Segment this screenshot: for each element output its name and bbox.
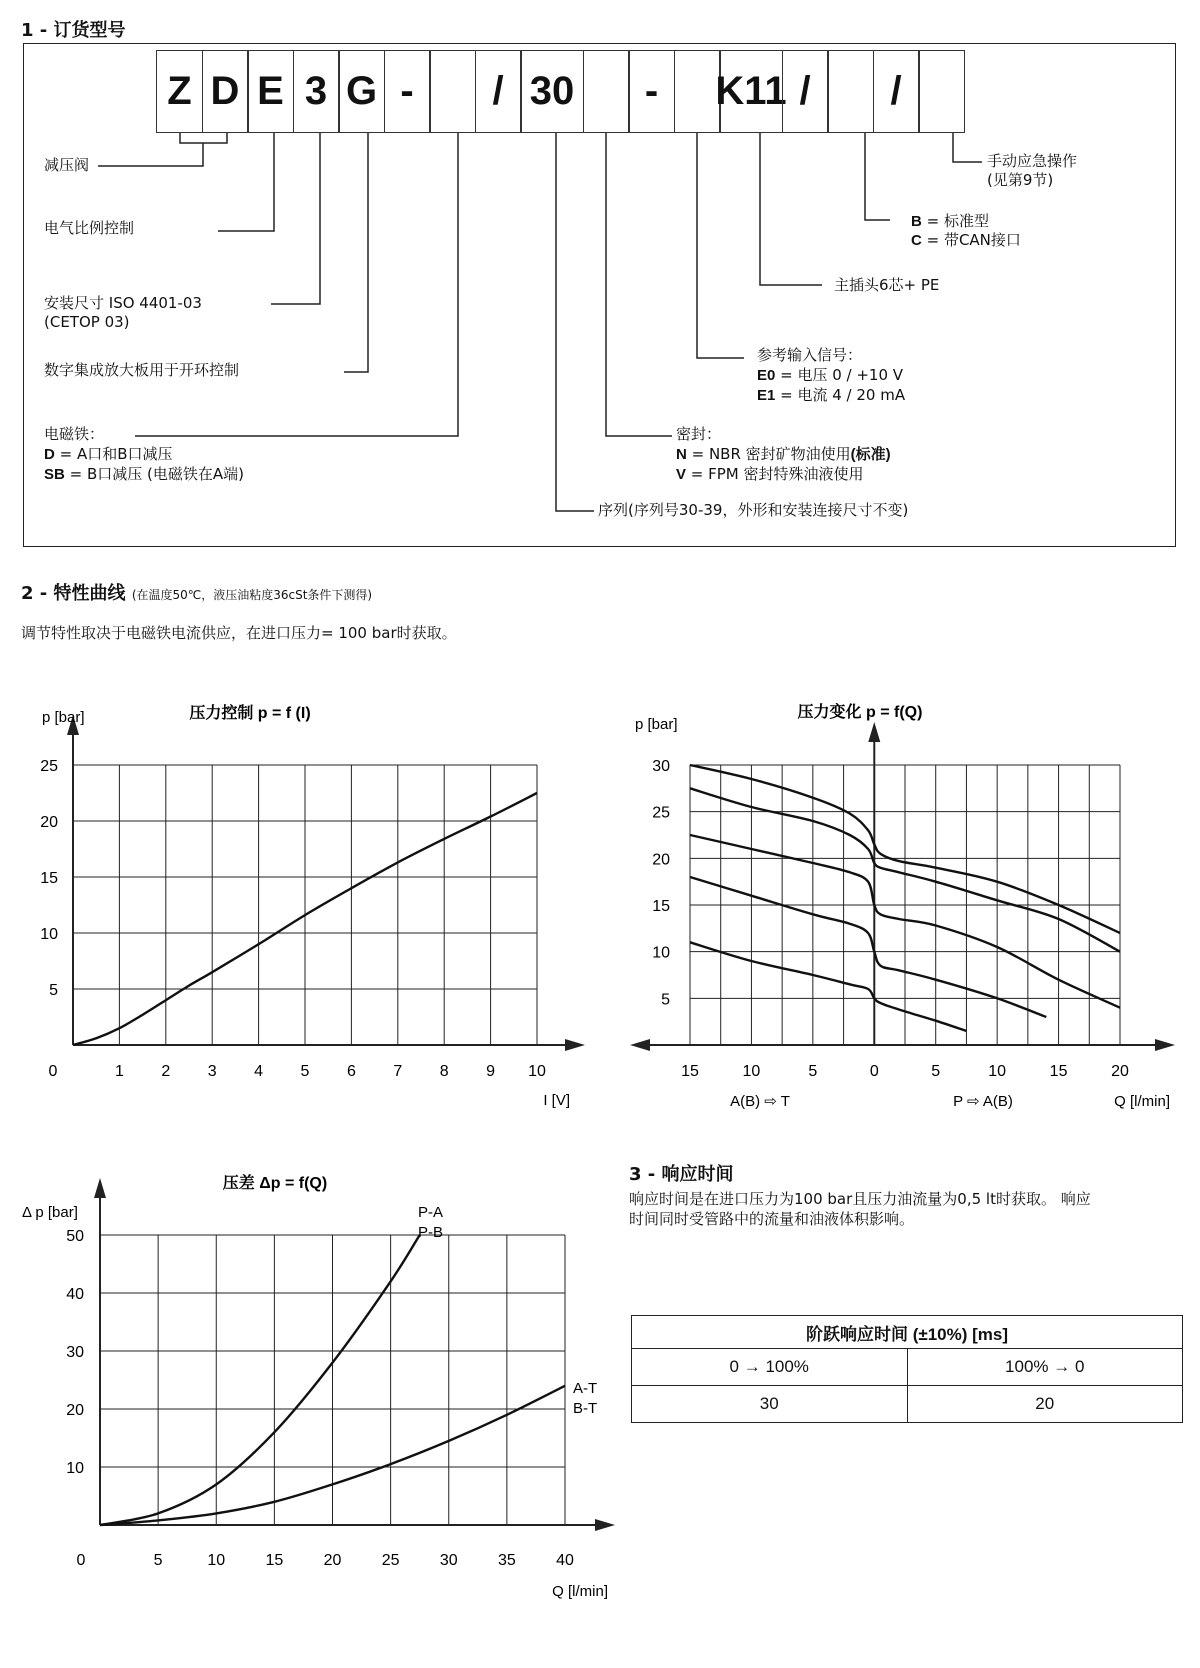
table-col-0-100: 0 → 100% <box>632 1349 908 1386</box>
y-tick-label: 25 <box>40 758 58 775</box>
x-axis-label: Q [l/min] <box>552 1583 608 1600</box>
y-tick-label: 20 <box>40 814 58 831</box>
y-tick-label: 10 <box>66 1460 84 1477</box>
section3-text-2: 时间同时受管路中的流量和油液体积影响。 <box>629 1210 915 1228</box>
y-tick-label: 5 <box>49 982 58 999</box>
label-solenoid-sb: SB = B口减压 (电磁铁在A端) <box>44 465 244 483</box>
x-tick-label: 5 <box>931 1063 941 1080</box>
x-tick-label: 0 <box>48 1063 58 1080</box>
x-tick-label: 40 <box>556 1552 574 1569</box>
chart-pressure-variation <box>630 690 1185 1135</box>
y-axis-label: p [bar] <box>635 716 678 733</box>
code-cell: D <box>202 50 249 133</box>
table-val-0-100: 30 <box>632 1386 908 1423</box>
y-tick-label: 15 <box>652 898 670 915</box>
x-axis-label: I [V] <box>543 1092 570 1109</box>
response-time-table <box>631 1315 1183 1423</box>
label-seal-n: N = NBR 密封矿物油使用(标准) <box>676 445 891 463</box>
table-col-100-0: 100% → 0 <box>907 1349 1183 1386</box>
y-tick-label: 25 <box>652 804 670 822</box>
x-tick-label: 4 <box>254 1063 264 1080</box>
label-series: 序列(序列号30-39，外形和安装连接尺寸不变) <box>598 501 909 519</box>
label-connector: 主插头6芯+ PE <box>834 276 940 294</box>
label-version-c: C = 带CAN接口 <box>911 231 1021 249</box>
chart-title: 压差 Δp = f(Q) <box>222 1175 328 1192</box>
x-tick-label: 20 <box>1111 1063 1129 1080</box>
table-header: 阶跃响应时间 (±10%) [ms] <box>632 1316 1183 1349</box>
x-tick-label: 2 <box>161 1063 171 1080</box>
code-cell: / <box>475 50 522 133</box>
code-cell: K11 <box>719 50 783 133</box>
x-tick-label: 9 <box>486 1063 496 1080</box>
x-tick-label: 30 <box>439 1552 458 1569</box>
section3-title: 3 - 响应时间 <box>629 1164 734 1185</box>
y-tick-label: 50 <box>66 1228 84 1245</box>
x-tick-label: 10 <box>207 1552 226 1569</box>
x-tick-label: 3 <box>207 1063 217 1080</box>
y-tick-label: 30 <box>652 758 670 775</box>
x-tick-label: 5 <box>808 1063 818 1080</box>
label-electric: 电气比例控制 <box>44 219 135 237</box>
chart-pressure-control <box>20 690 590 1135</box>
series-label: P-A <box>418 1204 444 1221</box>
label-valve: 减压阀 <box>44 156 90 174</box>
x-tick-label: 1 <box>114 1063 124 1080</box>
x-annotation-right: P ⇨ A(B) <box>953 1093 1013 1110</box>
label-manual-2: (见第9节) <box>987 171 1054 189</box>
section2-note: 调节特性取决于电磁铁电流供应，在进口压力= 100 bar时获取。 <box>21 624 457 642</box>
y-tick-label: 10 <box>652 944 670 962</box>
label-seal-title: 密封： <box>676 425 722 443</box>
label-ref-title: 参考输入信号： <box>757 346 863 364</box>
y-tick-label: 20 <box>652 851 670 869</box>
label-mount-1: 安装尺寸 ISO 4401-03 <box>44 294 202 312</box>
x-tick-label: 10 <box>988 1063 1007 1080</box>
y-axis-label: Δ p [bar] <box>22 1204 78 1221</box>
series-label: B-T <box>573 1400 598 1417</box>
chart-title: 压力控制 p = f (I) <box>189 705 311 722</box>
label-mount-2: (CETOP 03) <box>44 313 130 331</box>
y-axis-arrow <box>94 1178 106 1198</box>
x-axis-arrow <box>595 1519 615 1531</box>
x-tick-label: 15 <box>265 1552 284 1569</box>
chart-title: 压力变化 p = f(Q) <box>797 704 923 721</box>
code-cell: / <box>782 50 829 133</box>
label-manual-1: 手动应急操作 <box>987 152 1078 170</box>
y-tick-label: 10 <box>40 926 58 943</box>
x-tick-label: 15 <box>1049 1063 1068 1080</box>
x-tick-label: 10 <box>528 1063 546 1080</box>
y-axis-label: p [bar] <box>42 709 85 726</box>
series-label: P-B <box>418 1224 444 1241</box>
code-cell: 3 <box>293 50 340 133</box>
y-tick-label: 5 <box>661 991 670 1009</box>
x-annotation-left: A(B) ⇨ T <box>730 1093 790 1110</box>
x-tick-label: 0 <box>869 1063 879 1080</box>
code-cell: / <box>873 50 920 133</box>
label-version-b: B = 标准型 <box>911 212 989 230</box>
x-tick-label: 6 <box>346 1063 356 1080</box>
series-line <box>100 1235 420 1525</box>
x-tick-label: 8 <box>439 1063 449 1080</box>
table-val-100-0: 20 <box>907 1386 1183 1423</box>
x-axis-label: Q [l/min] <box>1114 1093 1170 1110</box>
label-digital: 数字集成放大板用于开环控制 <box>44 361 240 379</box>
code-cell: - <box>384 50 431 133</box>
code-cell: Z <box>156 50 203 133</box>
chart-pressure-drop <box>20 1160 620 1600</box>
x-tick-label: 5 <box>300 1063 310 1080</box>
x-tick-label: 0 <box>76 1552 86 1569</box>
label-solenoid-d: D = A口和B口减压 <box>44 445 173 463</box>
x-tick-label: 35 <box>497 1552 516 1569</box>
y-tick-label: 40 <box>66 1286 84 1303</box>
x-axis-arrow-right <box>1155 1039 1175 1051</box>
label-seal-v: V = FPM 密封特殊油液使用 <box>676 465 864 483</box>
section2-title: 2 - 特性曲线 (在温度50℃，液压油粘度36cSt条件下测得) <box>21 583 373 604</box>
label-solenoid-title: 电磁铁： <box>44 425 105 443</box>
label-ref-e1: E1 = 电流 4 / 20 mA <box>757 386 906 404</box>
x-tick-label: 15 <box>681 1063 699 1080</box>
series-label: A-T <box>573 1380 598 1397</box>
y-tick-label: 15 <box>40 870 58 887</box>
label-ref-e0: E0 = 电压 0 / +10 V <box>757 366 904 384</box>
code-cell: G <box>338 50 385 133</box>
x-tick-label: 20 <box>323 1552 342 1569</box>
x-tick-label: 5 <box>153 1552 163 1569</box>
x-tick-label: 25 <box>381 1552 400 1569</box>
x-axis-arrow-left <box>630 1039 650 1051</box>
y-tick-label: 20 <box>66 1402 84 1419</box>
x-axis-arrow <box>565 1039 585 1051</box>
x-tick-label: 10 <box>742 1063 761 1080</box>
x-tick-label: 7 <box>393 1063 403 1080</box>
code-cell: - <box>628 50 675 133</box>
code-cell: E <box>247 50 294 133</box>
code-cell: 30 <box>520 50 584 133</box>
section3-text-1: 响应时间是在进口压力为100 bar且压力油流量为0,5 lt时获取。 响应 <box>629 1190 1091 1208</box>
y-tick-label: 30 <box>66 1344 84 1361</box>
series-line <box>690 942 966 1031</box>
y-axis-arrow <box>868 722 880 742</box>
section1-title: 1 - 订货型号 <box>21 20 126 41</box>
